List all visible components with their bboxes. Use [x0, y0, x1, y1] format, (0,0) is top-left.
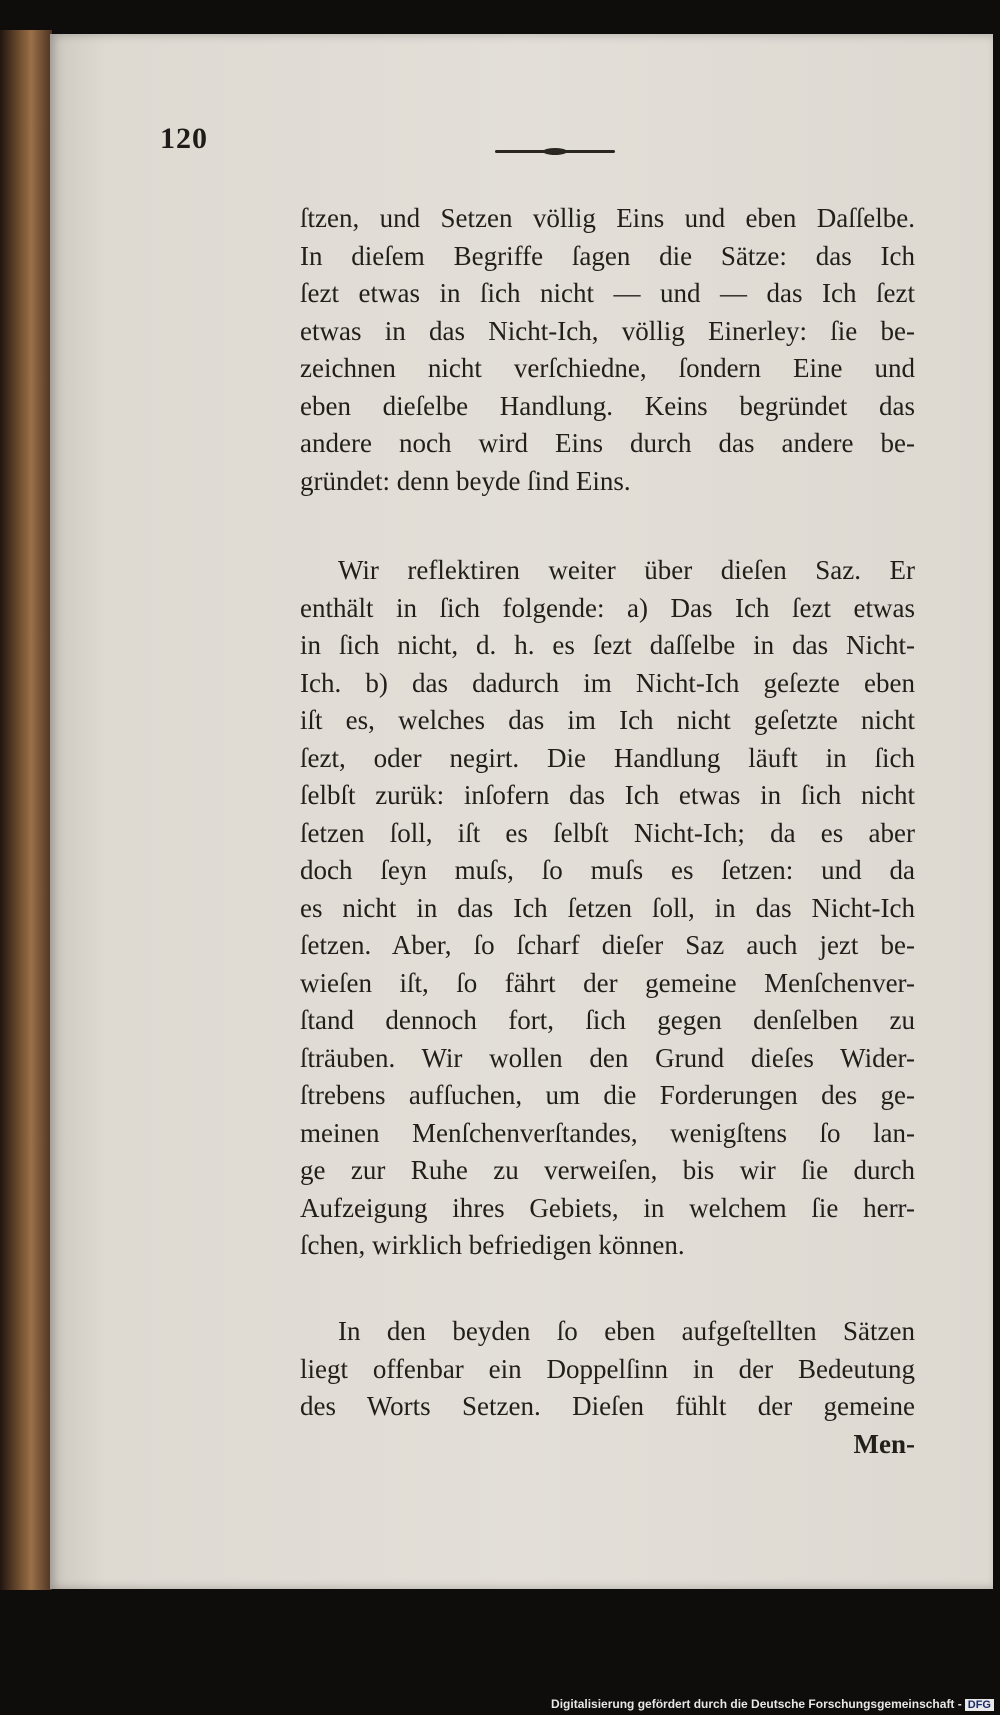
text-line: gründet: denn beyde ſind Eins.: [300, 465, 631, 496]
text-line: iſt es, welches das im Ich nicht geſetzte nicht: [300, 705, 915, 735]
text-line: in ſich nicht, d. h. es ſezt daſſelbe in das Nicht-: [300, 630, 915, 660]
text-line: meinen Menſchenverſtandes, wenigſtens ſo lan-: [300, 1117, 915, 1148]
text-line: eben dieſelbe Handlung. Keins begründet das: [300, 390, 915, 421]
text-line: ge zur Ruhe zu verweiſen, bis wir ſie durch: [300, 1155, 915, 1185]
paragraph-3: [300, 1313, 915, 1463]
text-line: ſtand dennoch fort, ſich gegen denſelben zu: [300, 1005, 915, 1035]
text-line: es nicht in das Ich ſetzen ſoll, in das Nicht-Ich: [300, 892, 915, 923]
text-line: In den beyden ſo eben aufgeſtellten Sätzen: [338, 1316, 915, 1346]
text-line: ſtrebens aufſuchen, um die Forderungen des ge-: [300, 1080, 915, 1110]
text-line: ſezt etwas in ſich nicht — und — das Ich ſezt: [300, 278, 915, 308]
header-ornament-rule: [495, 150, 615, 153]
text-line: etwas in das Nicht-Ich, völlig Einerley: ſie be-: [300, 315, 915, 346]
text-line: Aufzeigung ihres Gebiets, in welchem ſie herr-: [300, 1192, 915, 1223]
text-line: ſträuben. Wir wollen den Grund dieſes Wider-: [300, 1042, 915, 1073]
text-line: ſelbſt zurük: inſofern das Ich etwas in ſich nicht: [300, 780, 915, 810]
text-line: liegt offenbar ein Doppelſinn in der Bedeutung: [300, 1353, 915, 1384]
text-line: des Worts Setzen. Dieſen fühlt der gemeine: [300, 1391, 915, 1421]
text-line: ſetzen. Aber, ſo ſcharf dieſer Saz auch jezt be-: [300, 930, 915, 960]
book-spine: [0, 30, 52, 1590]
page-number: 120: [160, 122, 208, 155]
footer-text: Digitalisierung gefördert durch die Deutsche Forschungsgemeinschaft -: [551, 1697, 962, 1711]
text-line: wieſen iſt, ſo fährt der gemeine Menſchenver-: [300, 967, 915, 998]
text-line: andere noch wird Eins durch das andere be-: [300, 428, 915, 458]
dfg-logo: DFG: [965, 1699, 994, 1711]
digitization-footer: [551, 1697, 994, 1711]
text-line: enthält in ſich folgende: a) Das Ich ſezt etwas: [300, 592, 915, 623]
text-line: doch ſeyn muſs, ſo muſs es ſetzen: und da: [300, 855, 915, 885]
text-line: ſtzen, und Setzen völlig Eins und eben Daſſelbe.: [300, 203, 915, 233]
text-line: ſezt, oder negirt. Die Handlung läuft in ſich: [300, 742, 915, 773]
text-line: In dieſem Begriffe ſagen die Sätze: das Ich: [300, 240, 915, 271]
text-line: ſetzen ſoll, iſt es ſelbſt Nicht-Ich; da es aber: [300, 817, 915, 848]
text-line: ſchen, wirklich befriedigen können.: [300, 1230, 685, 1260]
paragraph-2: [300, 552, 915, 1265]
paragraph-1: [300, 200, 915, 500]
text-line: Wir reflektiren weiter über dieſen Saz. Er: [338, 555, 915, 585]
text-line: Ich. b) das dadurch im Nicht-Ich geſezte eben: [300, 667, 915, 698]
catchword: Men-: [853, 1428, 915, 1459]
text-line: zeichnen nicht verſchiedne, ſondern Eine und: [300, 353, 915, 383]
